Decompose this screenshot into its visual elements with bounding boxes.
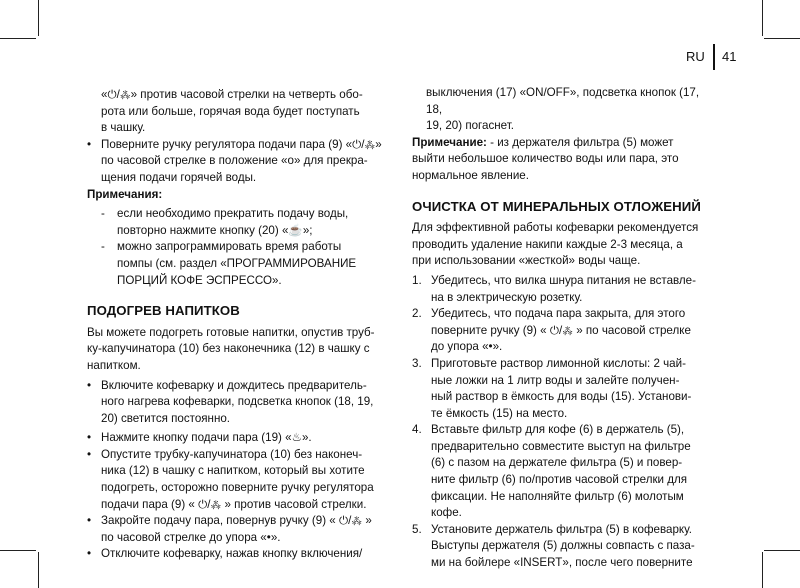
text-line [412, 135, 710, 152]
intro-paragraph [87, 325, 387, 375]
notes-label: Примечания: [87, 187, 163, 201]
section-heading: ОЧИСТКА ОТ МИНЕРАЛЬНЫХ ОТЛОЖЕНИЙ [412, 198, 701, 214]
bullet-marker: • [87, 514, 92, 528]
bullet-marker: • [87, 431, 92, 445]
step-number: 5. [412, 522, 422, 536]
crop-mark-bottom-right-v [762, 552, 763, 588]
text-line: Для эффективной работы кофеварки рекомендуется [412, 221, 699, 235]
text-line: на в электрическую розетку. [431, 290, 583, 304]
step-number: 1. [412, 273, 422, 287]
text-line: 20) светится постоянно. [101, 411, 231, 425]
text-line: Закройте подачу пара, повернув ручку (9) « ⏻/⁂ » [101, 514, 372, 528]
text-line: (6) с пазом на держателе фильтра (5) и повер- [431, 456, 683, 470]
right-column [412, 85, 710, 572]
section-heading: ПОДОГРЕВ НАПИТКОВ [87, 303, 240, 319]
note-label: Примечание: [412, 135, 487, 149]
dash-marker: - [101, 240, 105, 254]
text-line: можно запрограммировать время работы [117, 240, 342, 254]
list-item [87, 447, 387, 513]
text-line: предварительно совместите выступ на фильтре [431, 439, 691, 453]
text-line: повторно нажмите кнопку (20) «☕»; [117, 223, 313, 237]
text-line: ните фильтр (6) по/против часовой стрелки для [431, 473, 688, 487]
crop-mark-top-right-h [764, 38, 800, 39]
dash-item [87, 239, 387, 289]
text-line: выключения (17) «ON/OFF», подсветка кнопок (17, 18, [426, 86, 700, 116]
text-line: по часовой стрелке в положение «о» для прекра- [101, 154, 368, 168]
text-line: Поверните ручку регулятора подачи пара (9) «⏻/⁂» [101, 137, 382, 151]
continued-paragraph [412, 85, 710, 135]
text-line: Выступы держателя (5) должны совпасть с паза- [431, 539, 695, 553]
text-line: Убедитесь, что вилка шнура питания не вставле- [431, 273, 696, 287]
text-line: Вставьте фильтр для кофе (6) в держатель (5), [431, 423, 685, 437]
text-line: в чашку. [101, 121, 146, 135]
text-line: до упора «•». [431, 340, 503, 354]
text-line: ного нагрева кофеварки, подсветка кнопок (18, 19, [101, 395, 374, 409]
text-line: Вы можете подогреть готовые напитки, опустив труб- [87, 325, 375, 339]
text-line: рота или больше, горячая вода будет поступать [101, 104, 360, 118]
text-line: Убедитесь, что подача пара закрыта, для этого [431, 307, 686, 321]
text-line: проводить удаление накипи каждые 2-3 месяца, а [412, 237, 683, 251]
text-line: при использовании «жесткой» воды чаще. [412, 254, 641, 268]
crop-mark-bottom-right-h [764, 550, 800, 551]
numbered-step [412, 306, 710, 356]
text-line: ми на бойлере «INSERT», после чего поверните [431, 556, 693, 570]
text-line: те ёмкость (15) на место. [431, 406, 568, 420]
language-label: RU [686, 49, 705, 64]
text-line: ные ложки на 1 литр воды и залейте получен- [431, 373, 680, 387]
numbered-step [412, 522, 710, 572]
text-line: ПОРЦИЙ КОФЕ ЭСПРЕССО». [117, 273, 282, 287]
continued-paragraph [87, 87, 387, 137]
list-item [87, 513, 387, 546]
numbered-step [412, 422, 710, 522]
text-line: помпы (см. раздел «ПРОГРАММИРОВАНИЕ [117, 256, 357, 270]
bullet-marker: • [87, 547, 92, 561]
text-line: фиксации. Не наполняйте фильтр (6) молотым [431, 489, 684, 503]
note-text: - из держателя фильтра (5) может [486, 135, 674, 149]
crop-mark-bottom-left-v [38, 552, 39, 588]
text-line: если необходимо прекратить подачу воды, [117, 207, 349, 221]
bullet-marker: • [87, 137, 92, 151]
text-line: «⏻/⁂» против часовой стрелки на четверть обо- [101, 88, 363, 101]
note-paragraph [412, 135, 710, 185]
text-line: выйти небольшое количество воды или пара, это [412, 152, 679, 166]
crop-mark-top-left-h [0, 38, 36, 39]
text-line: Включите кофеварку и дождитесь предваритель- [101, 378, 367, 392]
text-line: кофе. [431, 506, 462, 520]
text-line: Установите держатель фильтра (5) в кофеварку. [431, 522, 692, 536]
text-line: ный раствор в ёмкость для воды (15). Установи- [431, 390, 692, 404]
text-line: напитком. [87, 358, 141, 372]
text-line: по часовой стрелке до упора «•». [101, 530, 281, 544]
crop-mark-top-right-v [762, 0, 763, 36]
text-line: поверните ручку (9) « ⏻/⁂ » по часовой стрелке [431, 323, 691, 337]
list-item [87, 430, 387, 447]
dash-item [87, 206, 387, 239]
list-item [87, 137, 387, 187]
bullet-marker: • [87, 447, 92, 461]
text-line: подогреть, осторожно поверните ручку регулятора [101, 481, 374, 495]
page-number: 41 [722, 49, 737, 64]
step-number: 3. [412, 356, 422, 370]
text-line: нормальное явление. [412, 168, 529, 182]
text-line: подачи пара (9) « ⏻/⁂ » против часовой стрелки. [101, 497, 367, 511]
numbered-step [412, 273, 710, 306]
text-line: ника (12) в чашку с напитком, который вы хотите [101, 464, 365, 478]
text-line: Отключите кофеварку, нажав кнопку включения/ [101, 547, 363, 561]
crop-mark-top-left-v [38, 0, 39, 36]
text-line: Приготовьте раствор лимонной кислоты: 2 чай- [431, 356, 686, 370]
text-line: Опустите трубку-капучинатора (10) без наконеч- [101, 447, 363, 461]
list-item [87, 378, 387, 428]
bullet-marker: • [87, 378, 92, 392]
numbered-step [412, 356, 710, 422]
list-item [87, 546, 387, 563]
left-column [87, 87, 387, 563]
text-line: 19, 20) погаснет. [426, 119, 514, 133]
text-line: щения подачи горячей воды. [101, 170, 257, 184]
step-number: 4. [412, 423, 422, 437]
dash-marker: - [101, 207, 105, 221]
text-line: Нажмите кнопку подачи пара (19) «♨». [101, 431, 312, 445]
crop-mark-bottom-left-h [0, 550, 36, 551]
text-line: ку-капучинатора (10) без наконечника (12) в чашку с [87, 342, 370, 356]
intro-paragraph [412, 220, 710, 270]
header-divider [713, 44, 715, 70]
step-number: 2. [412, 307, 422, 321]
